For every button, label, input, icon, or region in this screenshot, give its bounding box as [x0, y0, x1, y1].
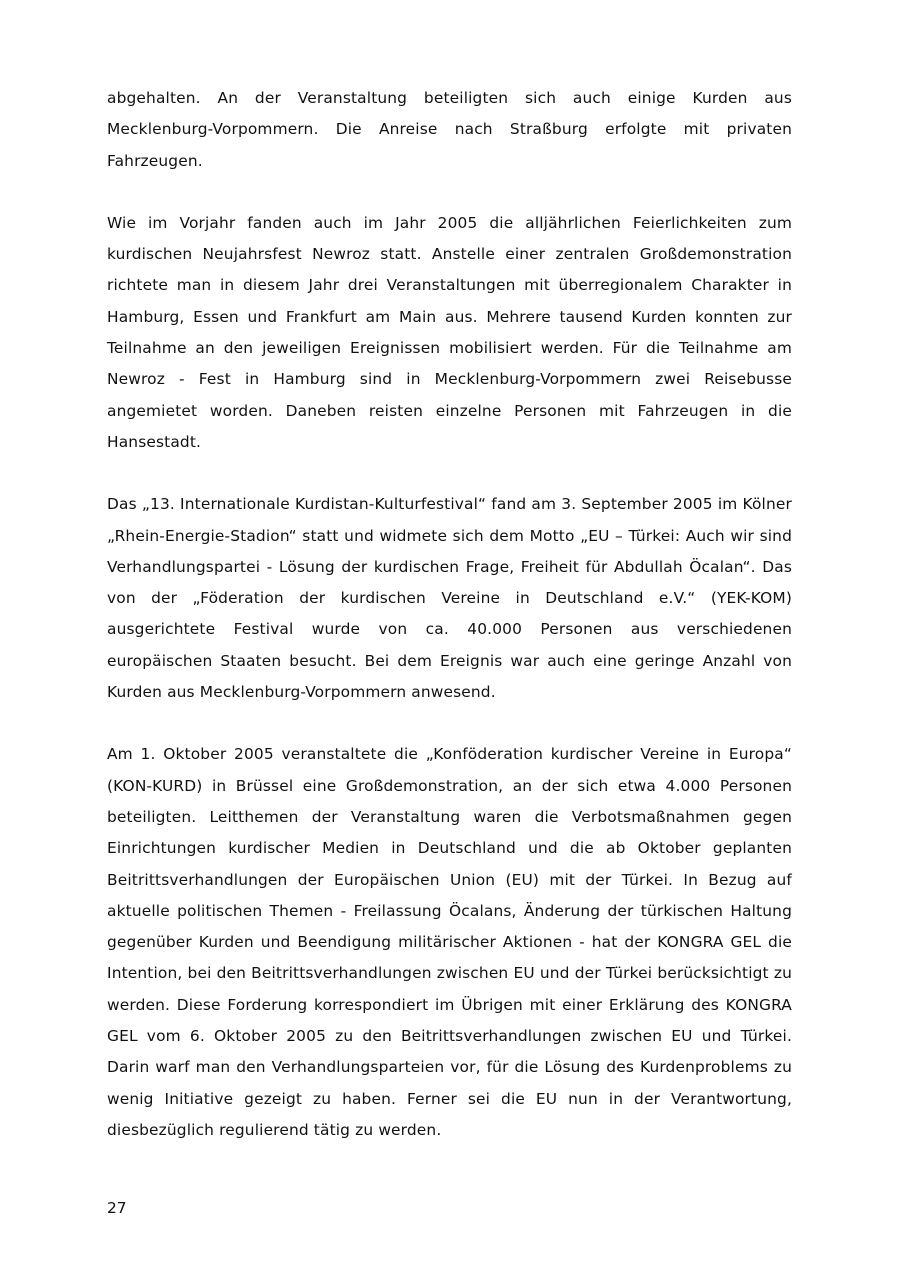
paragraph-straßburg-travel: abgehalten. An der Veranstaltung beteiligten sich auch einige Kurden aus Mecklenburg-Vorpommern. Die Anreise nach Straßburg erfolgte mit privaten Fahrzeugen. [107, 89, 792, 170]
paragraph-newroz: Wie im Vorjahr fanden auch im Jahr 2005 die alljährlichen Feierlichkeiten zum kurdischen Neujahrsfest Newroz statt. Anstelle einer zentralen Großdemonstration richtete man in diesem Jahr drei Veranstaltungen mit überregionalem Charakter in Hamburg, Essen und Frankfurt am Main aus. Mehrere tausend Kurden konnten zur Teilnahme an den jeweiligen Ereignissen mobilisiert werden. Für die Teilnahme am Newroz - Fest in Hamburg sind in Mecklenburg-Vorpommern zwei Reisebusse angemietet worden. Daneben reisten einzelne Personen mit Fahrzeugen in die Hansestadt. [107, 213, 792, 451]
paragraph-kon-kurd-demonstration: Am 1. Oktober 2005 veranstaltete die „Konföderation kurdischer Vereine in Europa“ (KON-KURD) in Brüssel eine Großdemonstration, an der sich etwa 4.000 Personen beteiligten. Leitthemen der Veranstaltung waren die Verbotsmaßnahmen gegen Einrichtungen kurdischer Medien in Deutschland und die ab Oktober geplanten Beitrittsverhandlungen der Europäischen Union (EU) mit der Türkei. In Bezug auf aktuelle politischen Themen - Freilassung Öcalans, Änderung der türkischen Haltung gegenüber Kurden und Beendigung militärischer Aktionen - hat der KONGRA GEL die Intention, bei den Beitrittsverhandlungen zwischen EU und der Türkei berücksichtigt zu werden. Diese Forderung korrespondiert im Übrigen mit einer Erklärung des KONGRA GEL vom 6. Oktober 2005 zu den Beitrittsverhandlungen zwischen EU und Türkei. Darin warf man den Verhandlungsparteien vor, für die Lösung des Kurdenproblems zu wenig Initiative gezeigt zu haben. Ferner sei die EU nun in der Verantwortung, diesbezüglich regulierend tätig zu werden. [107, 745, 792, 1139]
page-number: 27 [107, 1199, 127, 1217]
paragraph-kulturfestival: Das „13. Internationale Kurdistan-Kulturfestival“ fand am 3. September 2005 im Kölner „Rhein-Energie-Stadion“ statt und widmete sich dem Motto „EU – Türkei: Auch wir sind Verhandlungspartei - Lösung der kurdischen Frage, Freiheit für Abdullah Öcalan“. Das von der „Föderation der kurdischen Vereine in Deutschland e.V.“ (YEK-KOM) ausgerichtete Festival wurde von ca. 40.000 Personen aus verschiedenen europäischen Staaten besucht. Bei dem Ereignis war auch eine geringe Anzahl von Kurden aus Mecklenburg-Vorpommern anwesend. [107, 495, 792, 702]
body-text [107, 83, 792, 1146]
